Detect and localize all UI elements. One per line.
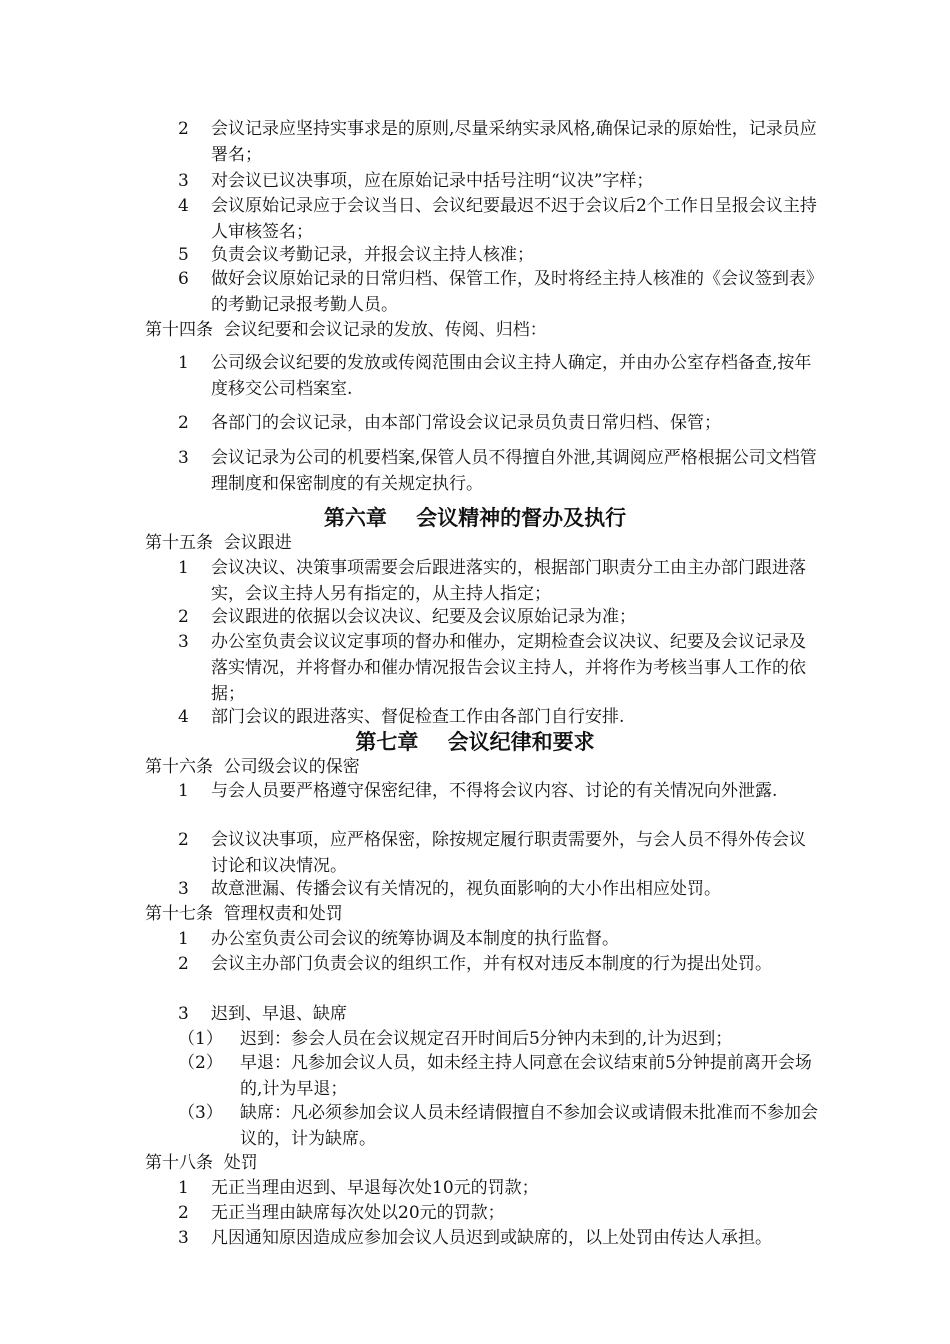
item-number: 3 — [178, 879, 189, 899]
item-number: 3 — [178, 1228, 189, 1248]
item-text: 会议原始记录应于会议当日、会议纪要最迟不迟于会议后2个工作日呈报会议主持人审核签名； — [211, 196, 817, 242]
list-item — [178, 926, 818, 952]
article-heading: 第十五条 会议跟进 — [145, 533, 292, 553]
item-text: 无正当理由迟到、早退每次处10元的罚款； — [211, 1178, 539, 1198]
item-number: 1 — [178, 929, 189, 949]
item-number: 3 — [178, 448, 189, 468]
sub-item-text: 缺席：凡必须参加会议人员未经请假擅自不参加会议或请假未批准而不参加会议的，计为缺席。 — [240, 1103, 818, 1149]
sub-item-number: （2） — [178, 1053, 223, 1073]
item-text: 各部门的会议记录，由本部门常设会议记录员负责日常归档、保管； — [211, 413, 721, 433]
item-text: 无正当理由缺席每次处以20元的罚款； — [211, 1203, 505, 1223]
list-item — [178, 350, 818, 402]
list-item — [178, 604, 818, 630]
item-text: 与会人员要严格遵守保密纪律，不得将会议内容、讨论的有关情况向外泄露. — [211, 781, 778, 801]
sub-list-item — [178, 1100, 818, 1152]
item-number: 4 — [178, 707, 189, 727]
item-text: 会议跟进的依据以会议决议、纪要及会议原始记录为准； — [211, 607, 636, 627]
list-item — [178, 242, 818, 268]
item-text: 会议记录为公司的机要档案,保管人员不得擅自外泄,其调阅应严格根据公司文档管理制度和保密制度的有关规定执行。 — [211, 448, 817, 494]
item-number: 2 — [178, 119, 189, 139]
item-number: 4 — [178, 196, 189, 216]
sub-item-number: （3） — [178, 1103, 223, 1123]
chapter-title: 第六章 会议精神的督办及执行 — [323, 506, 627, 530]
item-text: 凡因通知原因造成应参加会议人员迟到或缺席的，以上处罚由传达人承担。 — [211, 1228, 772, 1248]
list-item — [178, 629, 818, 707]
item-text: 做好会议原始记录的日常归档、保管工作，及时将经主持人核准的《会议签到表》的考勤记录报考勤人员。 — [211, 269, 815, 315]
list-item — [178, 704, 818, 730]
item-number: 3 — [178, 1004, 189, 1024]
item-text: 会议主办部门负责会议的组织工作，并有权对违反本制度的行为提出处罚。 — [211, 954, 772, 974]
item-text: 对会议已议决事项，应在原始记录中括号注明“议决”字样； — [211, 171, 654, 191]
item-text: 会议决议、决策事项需要会后跟进落实的，根据部门职责分工由主办部门跟进落实，会议主持人另有指定的，从主持人指定； — [211, 558, 806, 604]
item-text: 会议议决事项，应严格保密，除按规定履行职责需要外，与会人员不得外传会议讨论和议决情况。 — [211, 830, 806, 876]
list-item — [178, 1200, 818, 1226]
item-number: 2 — [178, 954, 189, 974]
list-item — [178, 445, 818, 497]
item-text: 办公室负责会议议定事项的督办和催办，定期检查会议决议、纪要及会议记录及落实情况，并将督办和催办情况报告会议主持人，并将作为考核当事人工作的依据； — [211, 632, 806, 704]
sub-item-text: 迟到：参会人员在会议规定召开时间后5分钟内未到的,计为迟到； — [240, 1029, 733, 1049]
item-number: 3 — [178, 171, 189, 191]
list-item — [178, 876, 818, 902]
list-item — [178, 193, 818, 245]
item-text: 部门会议的跟进落实、督促检查工作由各部门自行安排. — [211, 707, 625, 727]
item-number: 1 — [178, 1178, 189, 1198]
article-heading: 第十六条 公司级会议的保密 — [145, 757, 360, 777]
article-heading: 第十四条 会议纪要和会议记录的发放、传阅、归档： — [145, 320, 547, 340]
sub-list-item — [178, 1050, 818, 1102]
list-item — [178, 951, 818, 977]
item-number: 2 — [178, 607, 189, 627]
item-text: 故意泄漏、传播会议有关情况的，视负面影响的大小作出相应处罚。 — [211, 879, 721, 899]
list-item — [178, 555, 818, 607]
sub-item-text: 早退：凡参加会议人员，如未经主持人同意在会议结束前5分钟提前离开会场的,计为早退； — [240, 1053, 812, 1099]
item-text: 会议记录应坚持实事求是的原则,尽量采纳实录风格,确保记录的原始性，记录员应署名； — [211, 119, 817, 165]
list-item — [178, 410, 818, 436]
item-number: 3 — [178, 632, 189, 652]
item-number: 6 — [178, 269, 189, 289]
item-number: 1 — [178, 353, 189, 373]
article-heading: 第十八条 处罚 — [145, 1153, 258, 1173]
sub-list-item — [178, 1026, 818, 1052]
list-item — [178, 116, 818, 168]
list-item — [178, 778, 818, 804]
item-text: 公司级会议纪要的发放或传阅范围由会议主持人确定，并由办公室存档备查,按年度移交公司档案室. — [211, 353, 812, 399]
article-heading: 第十七条 管理权责和处罚 — [145, 904, 343, 924]
list-item — [178, 168, 818, 194]
item-number: 2 — [178, 830, 189, 850]
item-number: 5 — [178, 245, 189, 265]
item-number: 2 — [178, 1203, 189, 1223]
list-item — [178, 827, 818, 879]
item-text: 迟到、早退、缺席 — [211, 1004, 347, 1024]
item-number: 2 — [178, 413, 189, 433]
item-text: 办公室负责公司会议的统筹协调及本制度的执行监督。 — [211, 929, 619, 949]
item-number: 1 — [178, 558, 189, 578]
list-item — [178, 266, 818, 318]
sub-item-number: （1） — [178, 1029, 223, 1049]
chapter-title: 第七章 会议纪律和要求 — [355, 730, 595, 754]
list-item — [178, 1225, 818, 1251]
item-number: 1 — [178, 781, 189, 801]
item-text: 负责会议考勤记录，并报会议主持人核准； — [211, 245, 534, 265]
list-item — [178, 1175, 818, 1201]
list-item — [178, 1001, 818, 1027]
